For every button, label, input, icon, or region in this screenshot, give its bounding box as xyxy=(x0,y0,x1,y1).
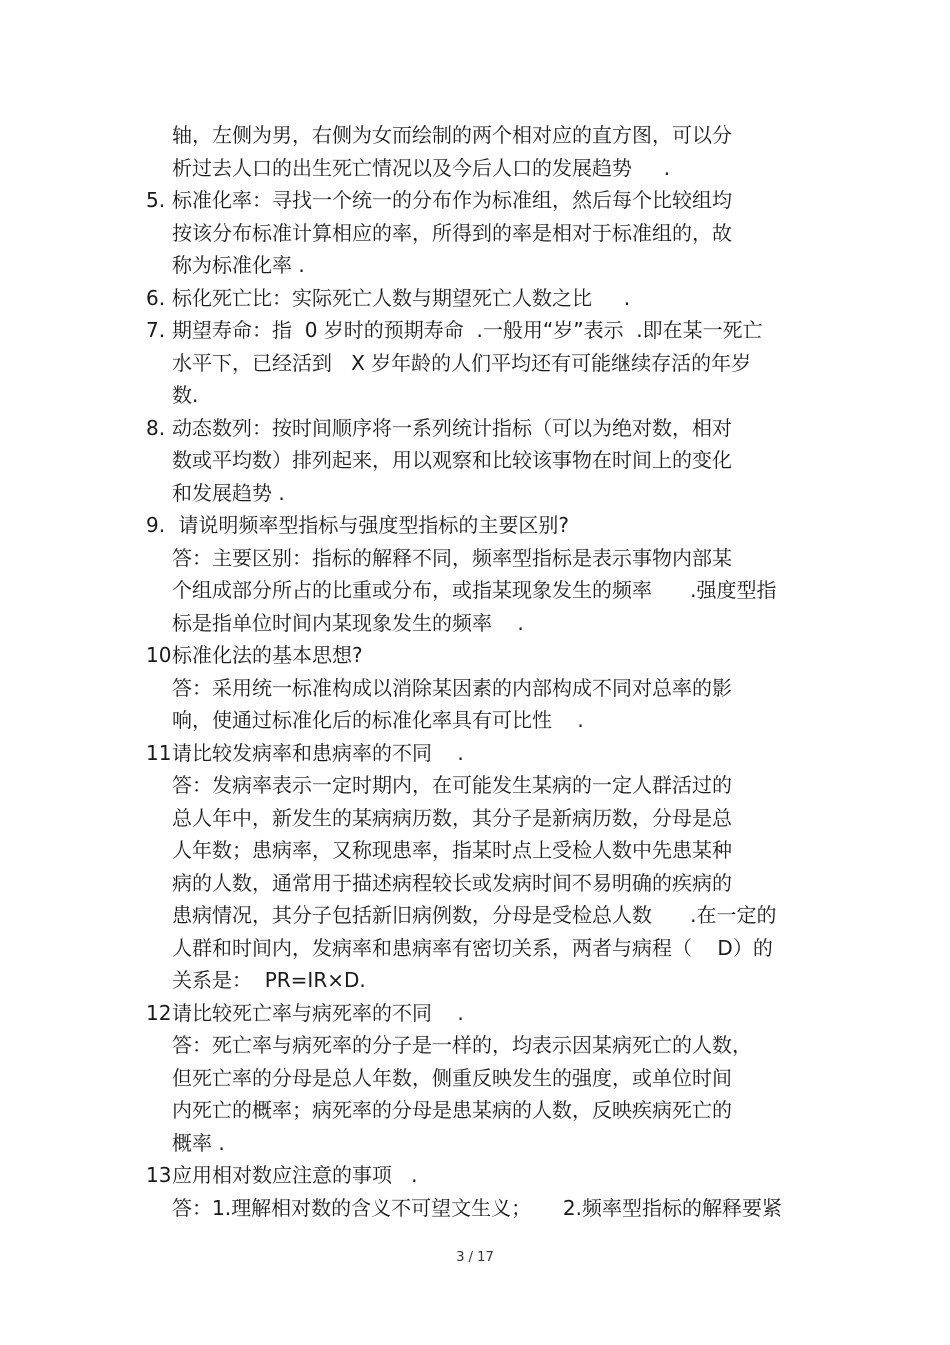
line-text: 概率 . xyxy=(172,1130,225,1155)
item-number: 10 xyxy=(146,643,172,667)
line-text: 请比较发病率和患病率的不同 . xyxy=(172,740,464,765)
line-text: 水平下，已经活到 X 岁年龄的人们平均还有可能继续存活的年岁 xyxy=(172,350,752,375)
text-line xyxy=(146,444,826,477)
line-text: 期望寿命：指 0 岁时的预期寿命 .一般用“岁”表示 .即在某一死亡 xyxy=(172,318,763,342)
text-line xyxy=(146,932,826,965)
line-text: 病的人数，通常用于描述病程较长或发病时间不易明确的疾病的 xyxy=(172,870,732,895)
line-text: 请说明频率型指标与强度型指标的主要区别? xyxy=(172,513,569,537)
line-text: 称为标准化率 . xyxy=(172,253,305,277)
text-line xyxy=(146,249,826,282)
text-line xyxy=(146,314,826,347)
page-number: 3 / 17 xyxy=(456,1250,494,1265)
text-line xyxy=(146,184,826,217)
text-line xyxy=(146,379,826,412)
line-text: 答：发病率表示一定时期内，在可能发生某病的一定人群活过的 xyxy=(172,773,732,797)
line-text: 但死亡率的分母是总人年数，侧重反映发生的强度，或单位时间 xyxy=(172,1065,732,1090)
text-line xyxy=(146,1029,826,1062)
text-line xyxy=(146,672,826,705)
line-text: 标准化率：寻找一个统一的分布作为标准组，然后每个比较组均 xyxy=(172,188,732,212)
document-body xyxy=(146,119,826,1224)
item-number: 11 xyxy=(146,740,172,765)
text-line xyxy=(146,899,826,932)
text-line xyxy=(146,1192,826,1225)
line-text: 答：主要区别：指标的解释不同，频率型指标是表示事物内部某 xyxy=(172,545,732,570)
item-number: 8. xyxy=(146,415,166,440)
line-text: 标是指单位时间内某现象发生的频率 . xyxy=(172,610,524,635)
item-number: 5. xyxy=(146,188,166,212)
line-text: 答：采用统一标准构成以消除某因素的内部构成不同对总率的影 xyxy=(172,675,732,700)
line-text: 数. xyxy=(172,383,199,407)
line-text: 总人年中，新发生的某病病历数，其分子是新病历数，分母是总 xyxy=(172,805,732,830)
item-number: 13 xyxy=(146,1163,172,1187)
line-text: 轴，左侧为男，右侧为女而绘制的两个相对应的直方图，可以分 xyxy=(172,123,732,147)
line-text: 应用相对数应注意的事项 . xyxy=(172,1163,418,1187)
text-line xyxy=(146,1094,826,1127)
text-line xyxy=(146,769,826,802)
line-text: 标化死亡比：实际死亡人数与期望死亡人数之比 . xyxy=(172,285,631,310)
line-text: 响，使通过标准化后的标准化率具有可比性 . xyxy=(172,708,584,732)
line-text: 关系是： PR=IR×D. xyxy=(172,968,366,992)
item-number: 7. xyxy=(146,318,166,342)
text-line xyxy=(146,834,826,867)
line-text: 动态数列：按时间顺序将一系列统计指标（可以为绝对数，相对 xyxy=(172,415,732,440)
line-text: 按该分布标准计算相应的率，所得到的率是相对于标准组的，故 xyxy=(172,220,732,245)
text-line xyxy=(146,217,826,250)
text-line xyxy=(146,347,826,380)
line-text: 人群和时间内，发病率和患病率有密切关系，两者与病程（ D）的 xyxy=(172,935,773,960)
text-line xyxy=(146,802,826,835)
item-number: 12 xyxy=(146,1000,172,1025)
text-line xyxy=(146,509,826,542)
item-number: 9. xyxy=(146,513,166,537)
text-line xyxy=(146,119,826,152)
text-line xyxy=(146,964,826,997)
text-line xyxy=(146,737,826,770)
text-line xyxy=(146,282,826,315)
line-text: 标准化法的基本思想? xyxy=(172,643,363,667)
line-text: 请比较死亡率与病死率的不同 . xyxy=(172,1000,464,1025)
line-text: 析过去人口的出生死亡情况以及今后人口的发展趋势 . xyxy=(172,155,671,180)
text-line xyxy=(146,1159,826,1192)
line-text: 人年数；患病率，又称现患率，指某时点上受检人数中先患某种 xyxy=(172,838,732,862)
text-line xyxy=(146,477,826,510)
text-line xyxy=(146,639,826,672)
text-line xyxy=(146,1062,826,1095)
text-line xyxy=(146,412,826,445)
text-line xyxy=(146,152,826,185)
line-text: 和发展趋势 . xyxy=(172,480,285,505)
line-text: 答：1.理解相对数的含义不可望文生义； 2.频率型指标的解释要紧 xyxy=(172,1195,782,1220)
line-text: 内死亡的概率；病死率的分母是患某病的人数，反映疾病死亡的 xyxy=(172,1098,732,1122)
line-text: 答：死亡率与病死率的分子是一样的，均表示因某病死亡的人数， xyxy=(172,1033,752,1057)
text-line xyxy=(146,997,826,1030)
line-text: 数或平均数）排列起来，用以观察和比较该事物在时间上的变化 xyxy=(172,448,732,472)
line-text: 个组成部分所占的比重或分布，或指某现象发生的频率 .强度型指 xyxy=(172,578,777,602)
text-line xyxy=(146,867,826,900)
text-line xyxy=(146,574,826,607)
line-text: 患病情况，其分子包括新旧病例数，分母是受检总人数 .在一定的 xyxy=(172,903,777,927)
text-line xyxy=(146,607,826,640)
text-line xyxy=(146,704,826,737)
item-number: 6. xyxy=(146,285,166,310)
text-line xyxy=(146,1127,826,1160)
text-line xyxy=(146,542,826,575)
